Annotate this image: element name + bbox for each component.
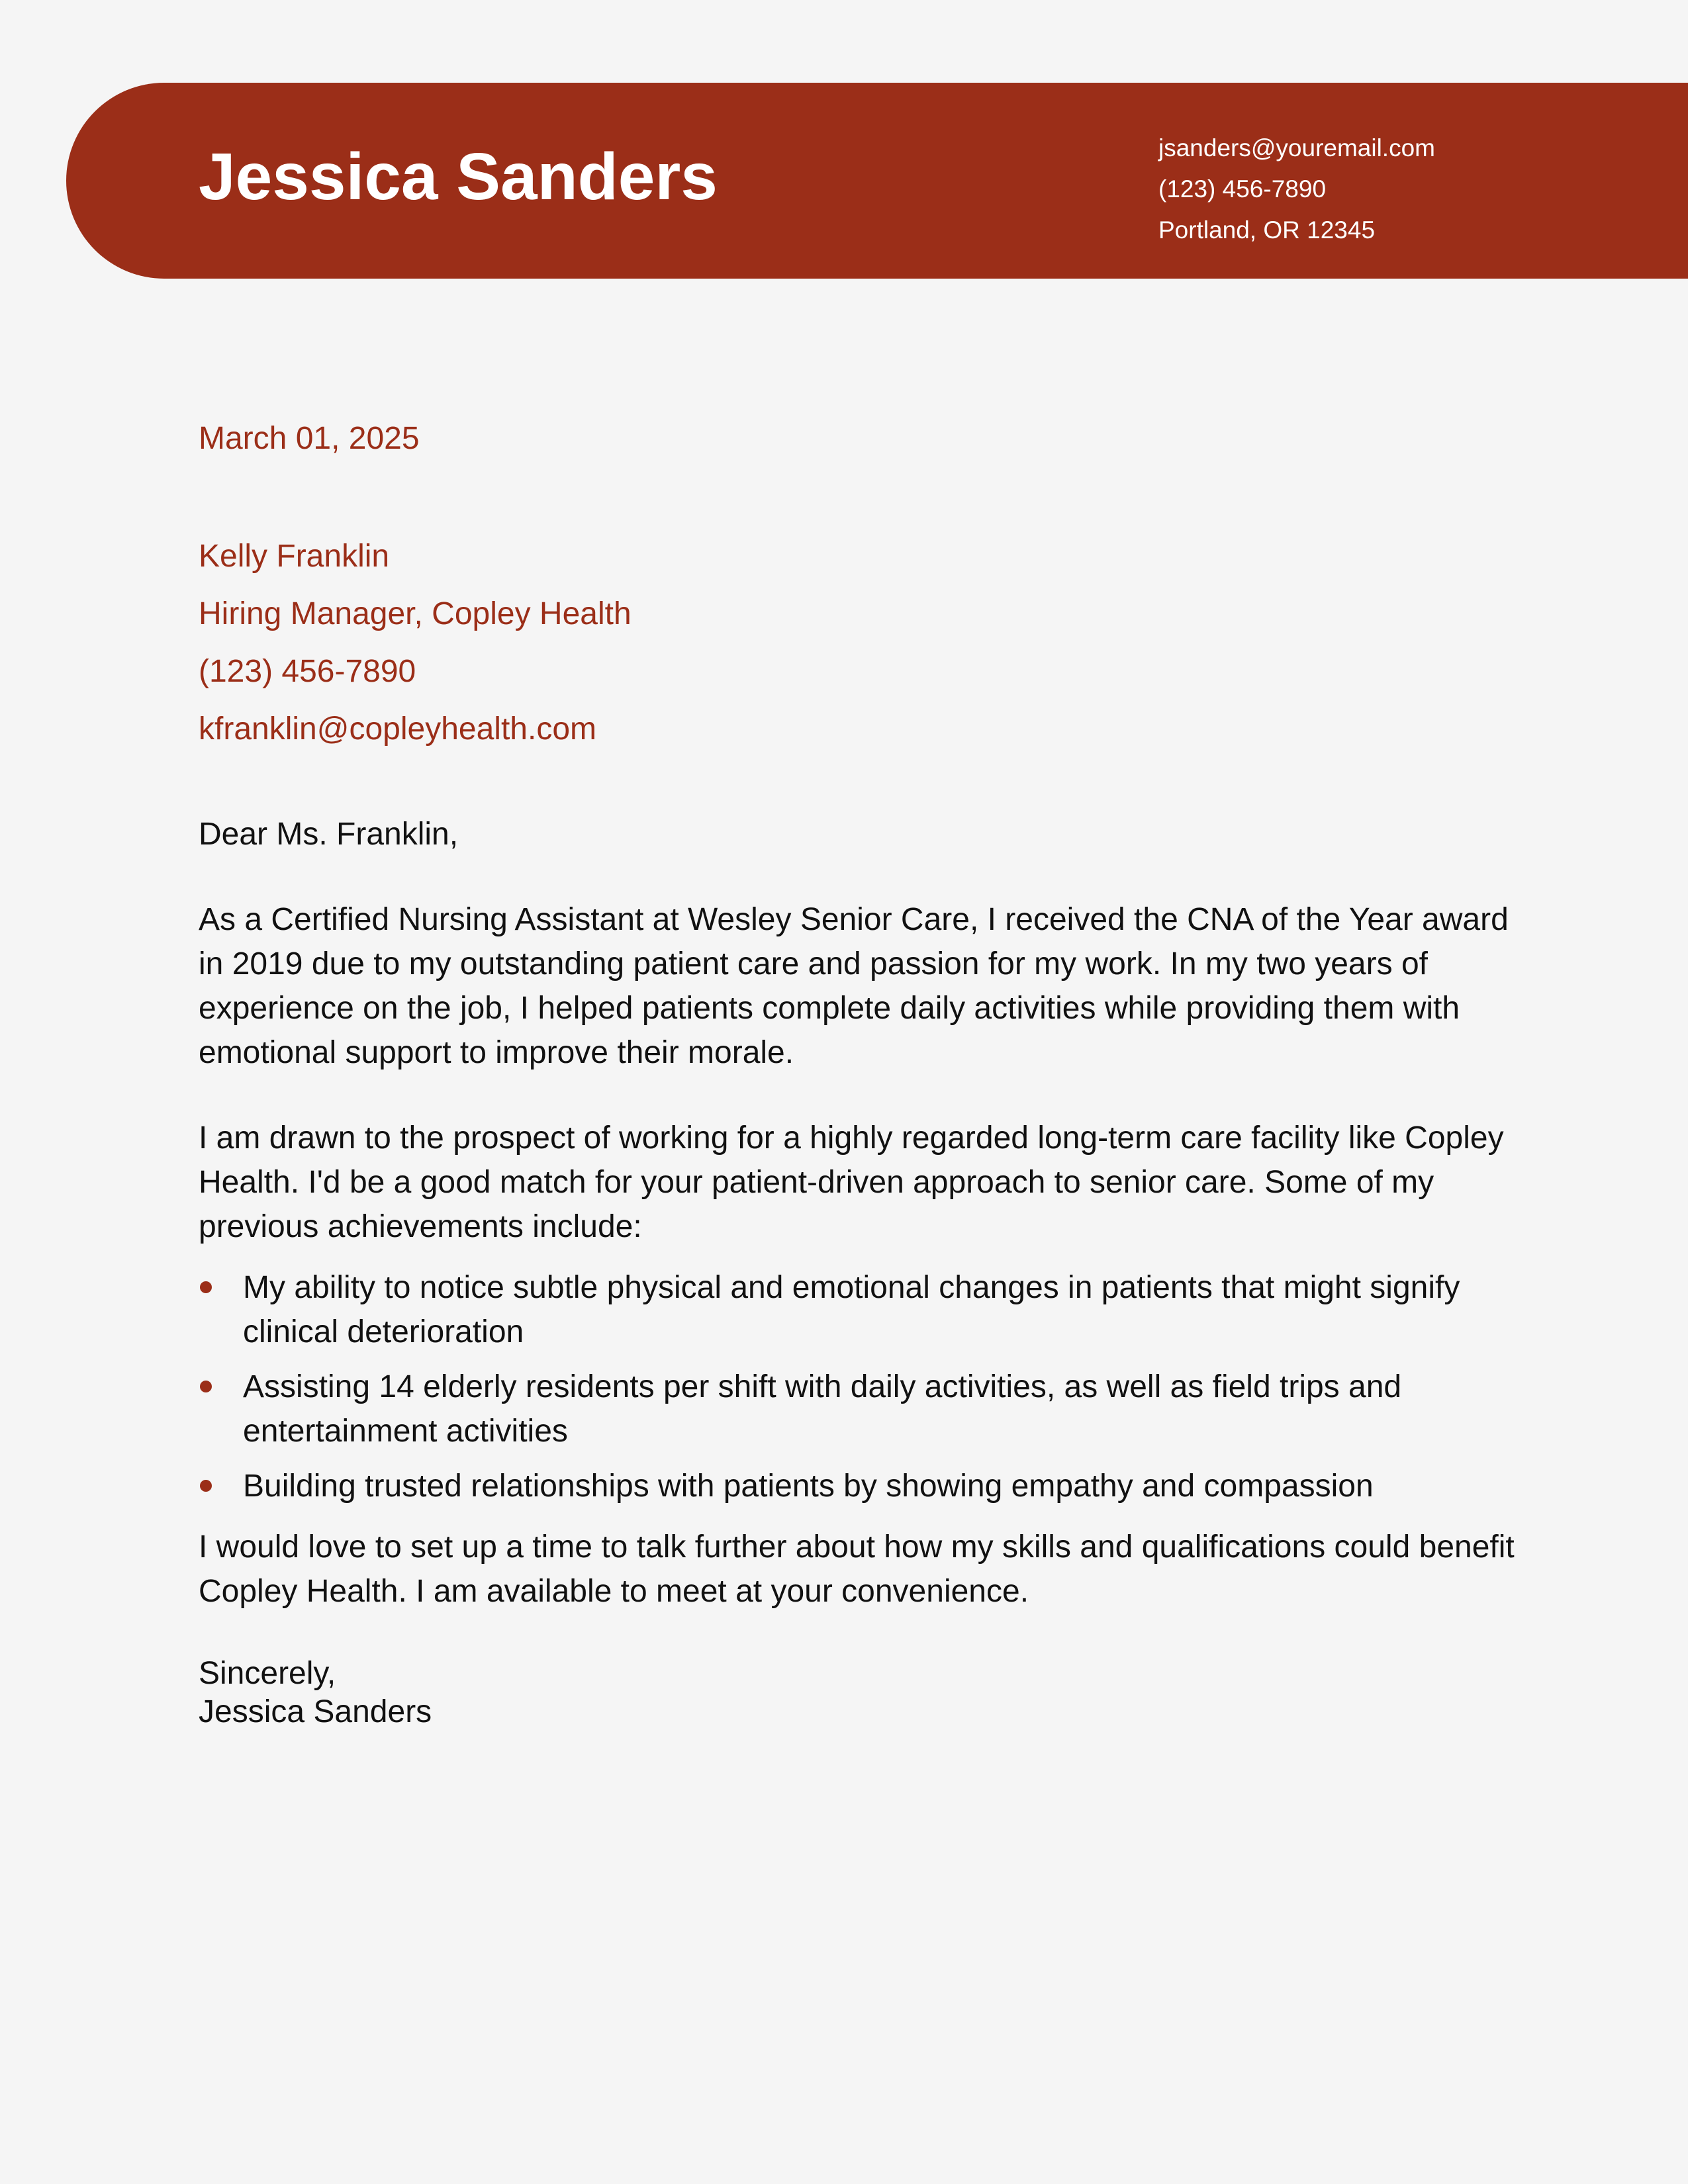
bullet-dot-icon: [200, 1281, 212, 1293]
applicant-name: Jessica Sanders: [199, 140, 718, 214]
recipient-name: Kelly Franklin: [199, 539, 390, 574]
recipient-phone: (123) 456-7890: [199, 654, 416, 689]
signoff-block: [199, 1655, 1523, 1731]
body-paragraph: As a Certified Nursing Assistant at Wesley Senior Care, I received the CNA of the Year award in 2019 due to my outstanding patient care and passion for my work. In my two years of experience on the job, I helped patients complete daily activities while providing them with emotional support to improve their morale.: [199, 902, 1509, 1070]
signoff: Sincerely,: [199, 1656, 336, 1691]
letter-date: March 01, 2025: [199, 421, 420, 456]
closing-paragraph: I would love to set up a time to talk further about how my skills and qualifications could benefit Copley Health. I am available to meet at your convenience.: [199, 1529, 1515, 1609]
recipient-title: Hiring Manager, Copley Health: [199, 596, 632, 631]
list-item: [199, 1265, 1523, 1354]
list-item-text: Assisting 14 elderly residents per shift with daily activities, as well as field trips and entertainment activities: [243, 1369, 1402, 1449]
applicant-phone: (123) 456-7890: [1158, 175, 1327, 203]
header-band: [66, 83, 1688, 279]
salutation: Dear Ms. Franklin,: [199, 817, 459, 852]
recipient-block: [199, 527, 632, 758]
applicant-location: Portland, OR 12345: [1158, 216, 1376, 244]
applicant-contact: [1158, 128, 1435, 251]
list-item-text: Building trusted relationships with patients by showing empathy and compassion: [243, 1469, 1374, 1504]
bullet-dot-icon: [200, 1381, 212, 1392]
achievements-list: [199, 1265, 1523, 1508]
bullet-dot-icon: [200, 1480, 212, 1492]
body-paragraph: I am drawn to the prospect of working for a highly regarded long-term care facility like Copley Health. I'd be a good match for your patient-driven approach to senior care. Some of my previous achievements include:: [199, 1120, 1504, 1244]
list-item: [199, 1464, 1523, 1508]
list-item-text: My ability to notice subtle physical and emotional changes in patients that might signify clinical deterioration: [243, 1270, 1460, 1349]
recipient-email: kfranklin@copleyhealth.com: [199, 711, 597, 747]
letter-body: [199, 812, 1523, 1731]
list-item: [199, 1365, 1523, 1453]
signature: Jessica Sanders: [199, 1694, 432, 1729]
applicant-email: jsanders@youremail.com: [1158, 134, 1435, 161]
